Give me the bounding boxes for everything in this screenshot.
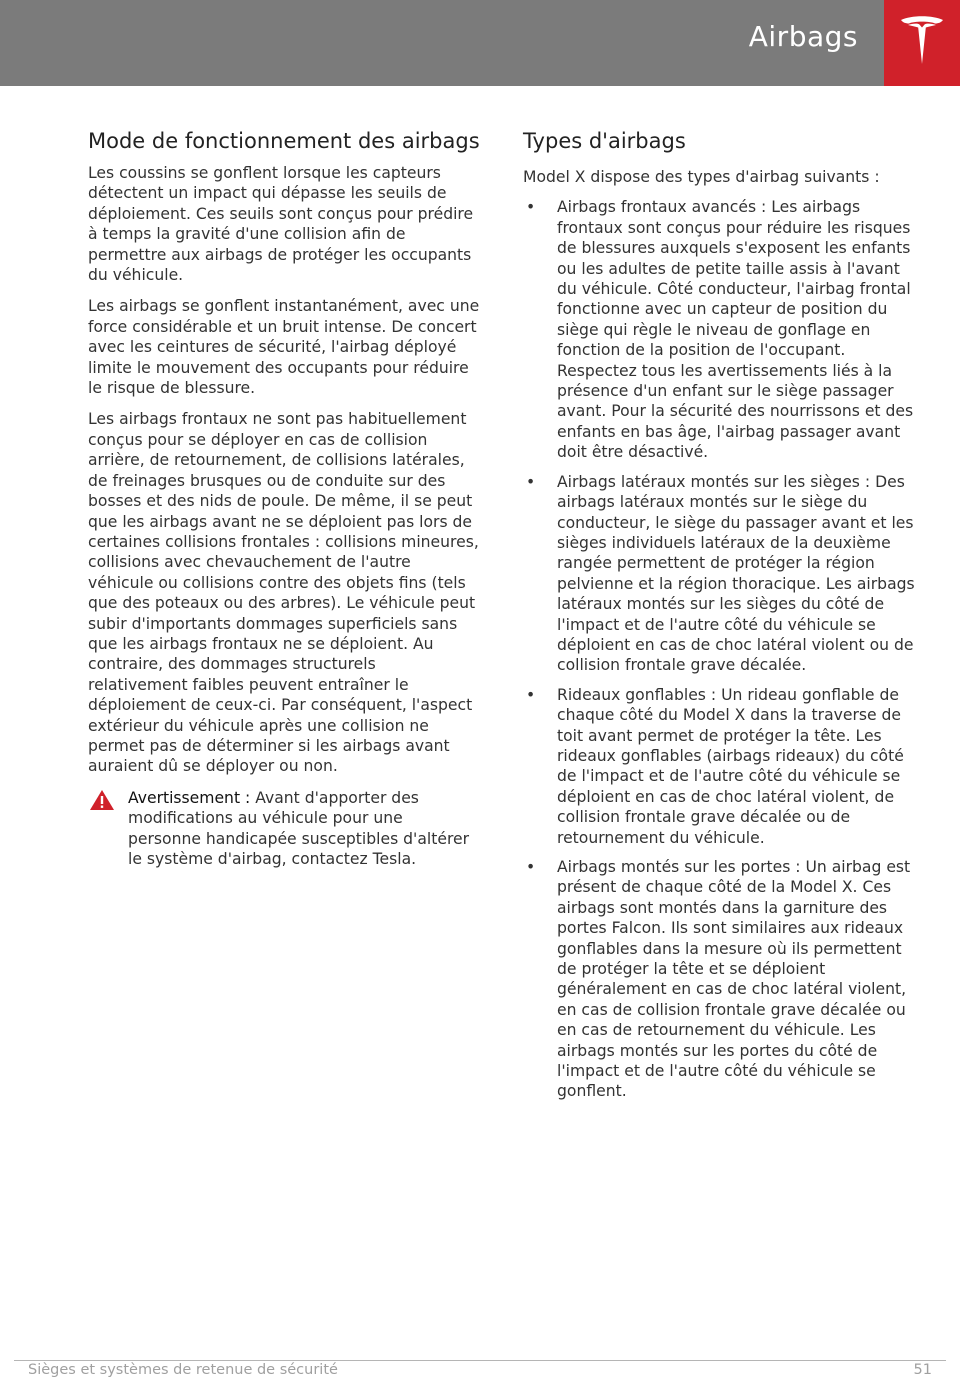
right-column — [523, 128, 923, 1111]
intro-text: Model X dispose des types d'airbag suivants : — [523, 168, 880, 186]
tesla-logo-icon — [899, 14, 945, 66]
page-title: Airbags — [748, 20, 858, 53]
airbag-types-list — [523, 197, 923, 1101]
warning-label: Avertissement : — [128, 788, 251, 807]
bullet-icon: • — [526, 198, 536, 217]
list-item-text: Rideaux gonflables : Un rideau gonflable de chaque côté du Model X dans la traverse de toit avant permet de protéger la tête. Les rideaux gonflables (airbags rideaux) du côté de l'impact et de l'autre côté du véhicule se déploient en cas de choc latéral violent, de collision frontale grave décalée ou de retournement du véhicule. — [557, 685, 904, 847]
footer-section-title: Sièges et systèmes de retenue de sécurité — [28, 1362, 338, 1378]
list-item — [523, 197, 923, 462]
bullet-icon: • — [526, 472, 536, 491]
list-item-text: Airbags frontaux avancés : Les airbags frontaux sont conçus pour réduire les risques de blessures auxquels s'exposent les enfants ou les adultes de petite taille assis à l'avant du véhicule. Côté conducteur, l'airbag frontal fonctionne avec un capteur de position du siège qui règle le niveau de gonflage en fonction de la position de l'occupant. Respectez tous les avertissements liés à la présence d'un enfant sur le siège passager avant. Pour la sécurité des nourrissons et des enfants en bas âge, l'airbag passager avant doit être désactivé. — [557, 198, 914, 462]
list-item — [523, 472, 923, 676]
footer-divider — [14, 1360, 946, 1361]
section-heading-operation: Mode de fonctionnement des airbags — [88, 129, 480, 153]
section-heading-types: Types d'airbags — [523, 129, 686, 153]
warning-text: Avant d'apporter des modifications au véhicule pour une personne handicapée susceptibles d'altérer le système d'airbag, contactez Tesla. — [128, 788, 470, 868]
bullet-icon: • — [526, 685, 536, 704]
logo-box — [884, 0, 960, 86]
list-item — [523, 685, 923, 848]
header-bar — [0, 0, 884, 86]
list-item-text: Airbags montés sur les portes : Un airbag est présent de chaque côté de la Model X. Ces airbags sont montés dans la garniture des portes Falcon. Ils sont similaires aux rideaux gonflables dans la mesure où ils permettent de protéger la tête et se déploient généralement en cas de choc latéral violent, en cas de collision frontale grave décalée ou en cas de retournement du véhicule. Les airbags montés sur les portes du côté de l'impact et de l'autre côté du véhicule se gonflent. — [557, 858, 911, 1101]
list-item-text: Airbags latéraux montés sur les sièges : Des airbags latéraux montés sur le siège du conducteur, le siège du passager avant et les sièges individuels latéraux de la deuxième rangée permettent de protéger la région pelvienne et la région thoracique. Les airbags latéraux montés sur les sièges du côté de l'impact et de l'autre côté du véhicule se déploient en cas de choc latéral violent ou de collision frontale grave décalée. — [557, 472, 915, 675]
left-column — [88, 128, 480, 869]
page-number: 51 — [913, 1362, 932, 1378]
warning-callout — [88, 788, 480, 870]
paragraph: Les airbags frontaux ne sont pas habituellement conçus pour se déployer en cas de collision arrière, de retournement, de collisions latérales, de freinages brusques ou de conduite sur des bosses et des nids de poule. De même, il se peut que les airbags avant ne se déploient pas lors de certaines collisions frontales : collisions mineures, collisions avec chevauchement de l'autre véhicule ou collisions contre des objets fins (tels que des poteaux ou des arbres). Le véhicule peut subir d'importants dommages superficiels sans que les airbags frontaux ne se déploient. Au contraire, des dommages structurels relativement faibles peuvent entraîner le déploiement de ceux-ci. Par conséquent, l'aspect extérieur du véhicule après une collision ne permet pas de déterminer si les airbags avant auraient dû se déployer ou non. — [88, 410, 479, 776]
paragraph: Les coussins se gonflent lorsque les capteurs détectent un impact qui dépasse les seuils de déploiement. Ces seuils sont conçus pour prédire à temps la gravité d'une collision afin de permettre aux airbags de protéger les occupants du véhicule. — [88, 164, 474, 285]
paragraph: Les airbags se gonflent instantanément, avec une force considérable et un bruit intense. De concert avec les ceintures de sécurité, l'airbag déployé limite le mouvement des occupants pour réduire le risque de blessure. — [88, 297, 480, 398]
warning-triangle-icon — [89, 789, 115, 811]
list-item — [523, 857, 923, 1102]
bullet-icon: • — [526, 858, 536, 876]
